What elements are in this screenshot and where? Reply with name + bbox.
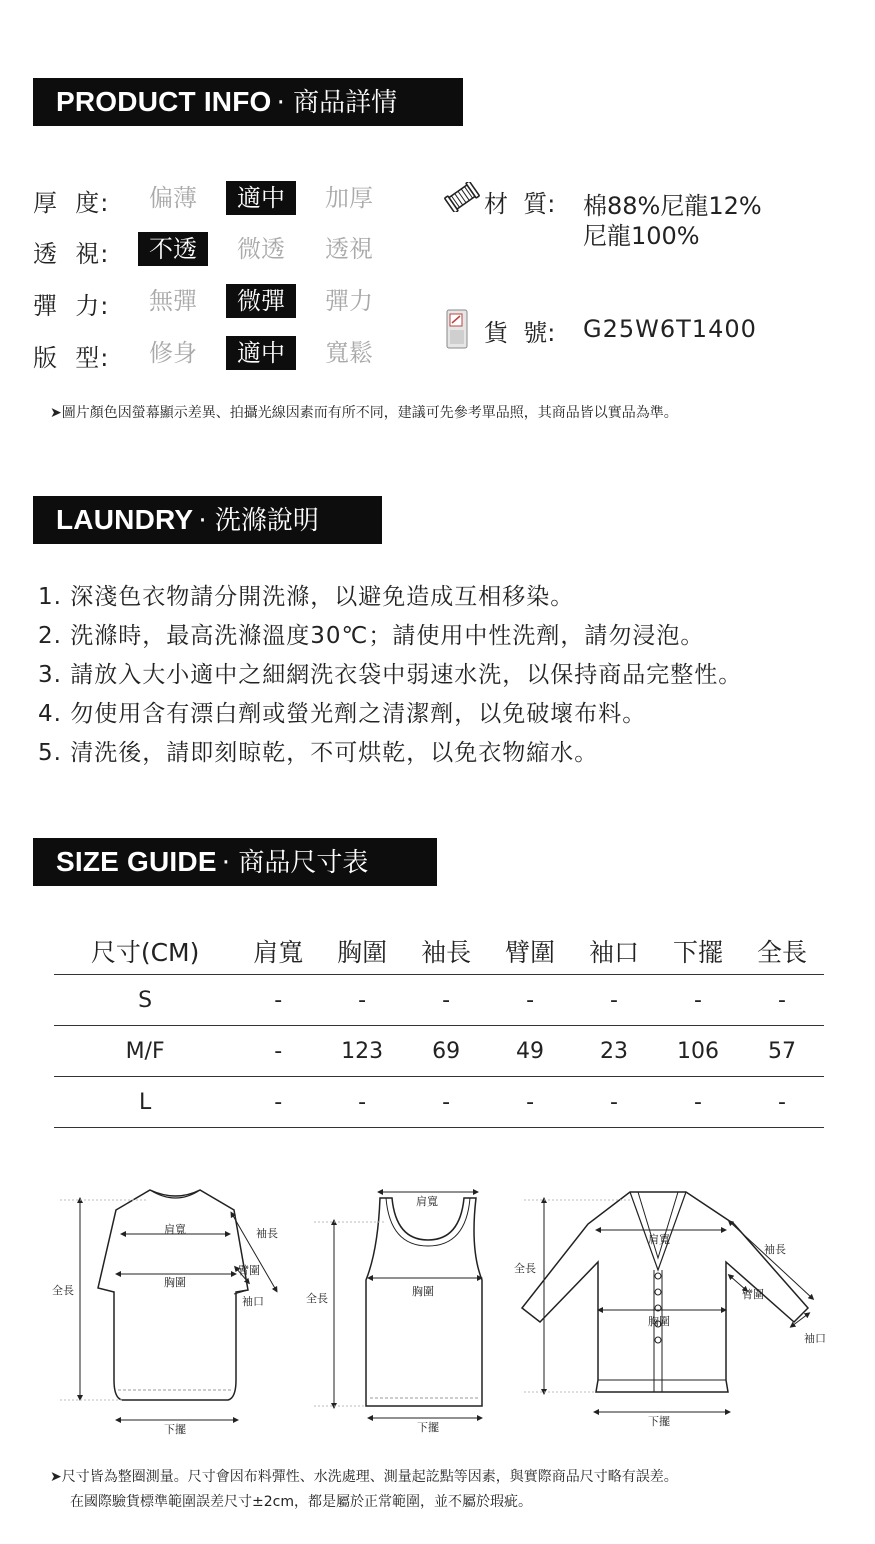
product-info-header-zh: · 商品詳情 [276,88,398,118]
size-table-header-cell: 袖長 [404,928,488,975]
product-info-header [33,78,463,126]
size-table-cell: - [740,1077,824,1128]
attribute-option: 寬鬆 [325,339,373,367]
attribute-option: 修身 [149,339,197,367]
size-table-cell: - [404,1077,488,1128]
laundry-line-1: 1. 深淺色衣物請分開洗滌，以避免造成互相移染。 [38,584,575,610]
attribute-option: 透視 [325,235,373,263]
material-label: 材 質: [484,190,556,218]
size-table-cell: - [656,1077,740,1128]
laundry-header-zh: · 洗滌說明 [198,506,319,536]
table-row [54,1026,824,1077]
size-table-header-cell: 全長 [740,928,824,975]
size-guide-header [33,838,437,886]
size-table-cell: - [320,975,404,1026]
size-table-cell: L [54,1077,236,1128]
size-table-cell: 49 [488,1026,572,1077]
attribute-label: 厚 度: [33,189,110,217]
size-table-cell: 106 [656,1026,740,1077]
size-table-cell: - [236,975,320,1026]
tshirt-length-label: 全長 [52,1284,74,1297]
size-table-cell: 57 [740,1026,824,1077]
size-table-cell: 69 [404,1026,488,1077]
product-info-header-en: PRODUCT INFO [56,86,272,117]
cardigan-sleeve-label: 袖長 [764,1243,786,1256]
size-table-cell: 23 [572,1026,656,1077]
size-table-header-cell: 下擺 [656,928,740,975]
tank-shoulder-label: 肩寬 [416,1195,438,1208]
laundry-line-5: 5. 清洗後，請即刻晾乾，不可烘乾，以免衣物縮水。 [38,740,599,766]
item-no-label: 貨 號: [484,319,556,347]
material-line-2: 尼龍100% [583,222,700,250]
cardigan-shoulder-label: 肩寬 [648,1233,670,1246]
tshirt-shoulder-label: 肩寬 [164,1223,186,1236]
size-table-cell: - [488,1077,572,1128]
attribute-option: 彈力 [325,287,373,315]
attribute-option: 無彈 [149,287,197,315]
cardigan-diagram [508,1180,838,1440]
size-table-cell: - [740,975,824,1026]
tshirt-sleeve-label: 袖長 [256,1227,278,1240]
attribute-option-selected: 適中 [226,181,296,215]
attribute-label: 彈 力: [33,292,110,320]
tank-diagram [300,1180,500,1440]
tshirt-diagram [48,1180,288,1440]
tshirt-arm-label: 臂圍 [238,1264,260,1277]
size-note-line-1: ➤尺寸皆為整圈測量。尺寸會因布料彈性、水洗處理、測量起訖點等因素，與實際商品尺寸略有誤差。 [50,1469,678,1485]
material-line-1: 棉88%尼龍12% [583,192,762,220]
attribute-label: 版 型: [33,344,110,372]
laundry-header [33,496,382,544]
laundry-line-2: 2. 洗滌時，最高洗滌溫度30℃；請使用中性洗劑，請勿浸泡。 [38,623,705,649]
size-table-header-cell: 胸圍 [320,928,404,975]
tank-chest-label: 胸圍 [412,1285,434,1298]
cardigan-chest-label: 胸圍 [648,1315,670,1328]
cardigan-cuff-label: 袖口 [804,1332,826,1345]
size-guide-header-en: SIZE GUIDE [56,846,217,877]
size-guide-header-zh: · 商品尺寸表 [221,848,369,878]
table-row [54,975,824,1026]
tshirt-hem-label: 下擺 [164,1423,186,1436]
price-tag-icon [444,308,472,352]
thread-spool-icon [443,182,481,212]
size-table-cell: 123 [320,1026,404,1077]
size-table-cell: S [54,975,236,1026]
size-table-cell: - [320,1077,404,1128]
size-table-cell: - [656,975,740,1026]
tshirt-cuff-label: 袖口 [242,1295,264,1308]
item-no-value: G25W6T1400 [583,315,757,343]
size-table-cell: - [236,1026,320,1077]
laundry-line-4: 4. 勿使用含有漂白劑或螢光劑之清潔劑，以免破壞布料。 [38,701,647,727]
size-note-line-2: 在國際驗貨標準範圍誤差尺寸±2cm，都是屬於正常範圍，並不屬於瑕疵。 [70,1494,532,1510]
size-table-cell: M/F [54,1026,236,1077]
size-table-header-cell: 袖口 [572,928,656,975]
product-info-note: ➤圖片顏色因螢幕顯示差異、拍攝光線因素而有所不同，建議可先參考單品照，其商品皆以實品為準。 [50,405,678,421]
size-table-header-row [54,928,824,975]
size-table-cell: - [572,1077,656,1128]
attribute-option: 加厚 [325,184,373,212]
size-table-cell: - [572,975,656,1026]
attribute-option: 微透 [237,235,285,263]
size-table-cell: - [404,975,488,1026]
attribute-option-selected: 適中 [226,336,296,370]
attribute-option-selected: 不透 [138,232,208,266]
attribute-option-selected: 微彈 [226,284,296,318]
tank-length-label: 全長 [306,1292,328,1305]
size-table-header-cell: 尺寸(CM) [54,928,236,975]
size-table [54,928,824,1128]
size-table-header-cell: 肩寬 [236,928,320,975]
cardigan-hem-label: 下擺 [648,1415,670,1428]
size-table-header-cell: 臂圍 [488,928,572,975]
attribute-label: 透 視: [33,240,110,268]
cardigan-length-label: 全長 [514,1262,536,1275]
tank-hem-label: 下擺 [417,1421,439,1434]
laundry-header-en: LAUNDRY [56,504,194,535]
cardigan-arm-label: 臂圍 [742,1288,764,1301]
table-row [54,1077,824,1128]
size-table-cell: - [236,1077,320,1128]
size-table-cell: - [488,975,572,1026]
attribute-option: 偏薄 [149,184,197,212]
laundry-line-3: 3. 請放入大小適中之細網洗衣袋中弱速水洗，以保持商品完整性。 [38,662,743,688]
tshirt-chest-label: 胸圍 [164,1276,186,1289]
